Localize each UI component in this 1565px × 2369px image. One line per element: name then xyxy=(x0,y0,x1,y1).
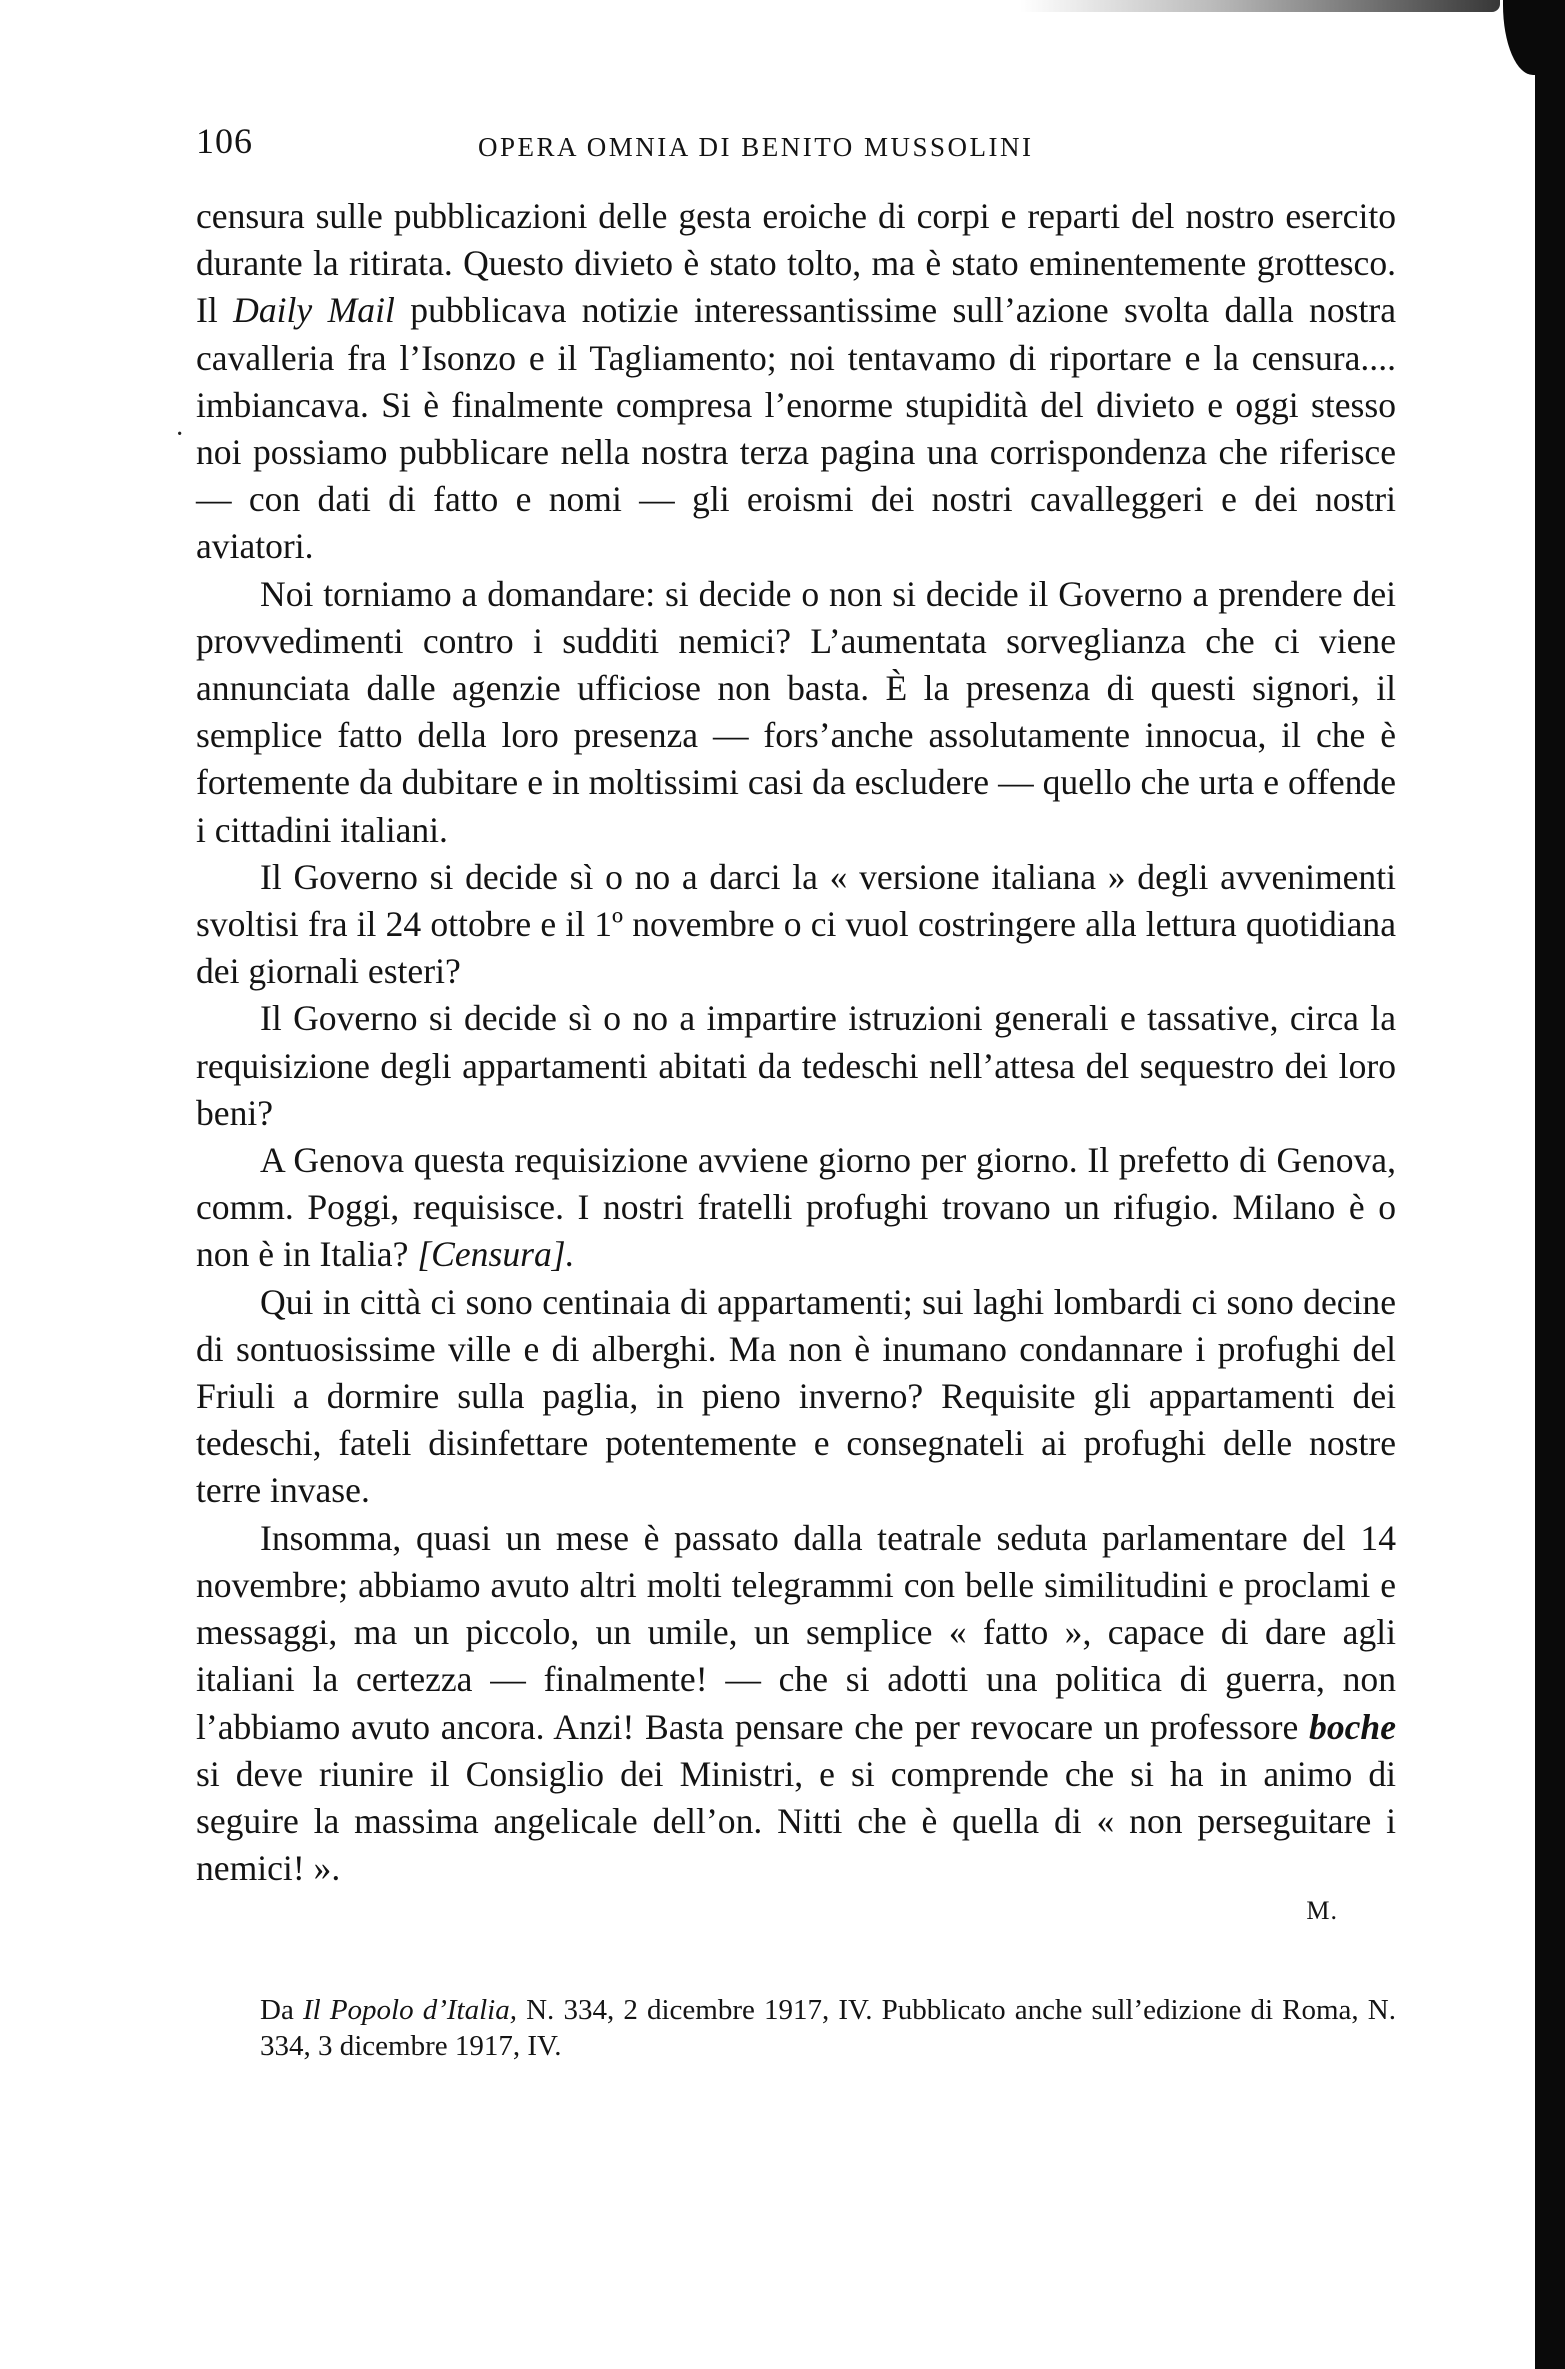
scan-dot: · xyxy=(175,419,185,450)
page xyxy=(175,120,1397,2064)
article-body xyxy=(175,193,1396,1942)
foreign-term: boche xyxy=(1309,1706,1396,1747)
paragraph-1: censura sulle pubblicazioni delle gesta eroiche di corpi e reparti del nostro esercito durante la ritirata. Questo divieto è stato tolto, ma è stato eminentemente grottesco. Il Daily Mail pubblicava notizie interessantissime sull’azione svolta dalla nostra cavalleria fra l’Isonzo e il Tagliamento; noi tentavamo di riportare e la censura.... imbiancava. Si è finalmente compresa l’enorme stupidità del divieto e oggi stesso noi possiamo pubblicare nella nostra terza pagina una corrispondenza che riferisce — con dati di fatto e nomi — gli eroismi dei nostri cavalleggeri e dei nostri aviatori. xyxy=(196,196,1396,567)
censorship-mark: [Censura]. xyxy=(417,1234,575,1275)
paragraph-2: Noi torniamo a domandare: si decide o non si decide il Governo a prendere dei provvedimenti contro i sudditi nemici? L’aumentata sorveglianza che ci viene annunciata dalle agenzie ufficiose non basta. È la presenza di questi signori, il semplice fatto della loro presenza — fors’anche assolutamente innocua, il che è fortemente da dubitare e in moltissimi casi da escludere — quello che urta e offende i cittadini italiani. xyxy=(196,573,1396,850)
source-details: N. 334, 2 dicembre 1917, IV. Pubblicato anche sull’edizione di Roma, N. 334, 3 dicembre 1917, IV. xyxy=(260,1994,1397,2063)
scan-smudge-top xyxy=(1020,0,1500,12)
running-title: OPERA OMNIA DI BENITO MUSSOLINI xyxy=(478,132,1034,162)
paragraph-5: A Genova questa requisizione avviene giorno per giorno. Il prefetto di Genova, comm. Poggi, requisisce. I nostri fratelli profughi trovano un rifugio. Milano è o non è in Italia? [Censura]. xyxy=(196,1140,1396,1275)
source-note xyxy=(196,1992,1396,2064)
paragraph-7: Insomma, quasi un mese è passato dalla teatrale seduta parlamentare del 14 novembre; abbiamo avuto altri molti telegrammi con belle similitudini e proclami e messaggi, ma un piccolo, un umile, un semplice « fatto », capace di dare agli italiani la certezza — finalmente! — che si adotti una politica di guerra, non l’abbiamo avuto ancora. Anzi! Basta pensare che per revocare un professore boche si deve riunire il Consiglio dei Ministri, e si comprende che si ha in animo di seguire la massima angelicale dell’on. Nitti che è quella di « non perseguitare i nemici! ». xyxy=(196,1517,1396,1889)
scan-edge-bar xyxy=(1535,0,1565,2369)
paragraph-3: Il Governo si decide sì o no a darci la « versione italiana » degli avvenimenti svoltisi fra il 24 ottobre e il 1º novembre o ci vuol costringere alla lettura quotidiana dei giornali esteri? xyxy=(196,856,1396,992)
newspaper-title: Daily Mail xyxy=(233,290,395,331)
author-signature: M. xyxy=(1306,1896,1338,1926)
page-number: 106 xyxy=(196,121,253,161)
source-title: Il Popolo d’Italia, xyxy=(302,1994,517,2027)
paragraph-4: Il Governo si decide sì o no a impartire istruzioni generali e tassative, circa la requisizione degli appartamenti abitati da tedeschi nell’attesa del sequestro dei loro beni? xyxy=(196,998,1396,1133)
source-prefix: Da xyxy=(260,1994,294,2027)
running-head xyxy=(196,120,1396,180)
paragraph-6: Qui in città ci sono centinaia di appartamenti; sui laghi lombardi ci sono decine di sontuosissime ville e di alberghi. Ma non è inumano condannare i profughi del Friuli a dormire sulla paglia, in pieno inverno? Requisite gli appartamenti dei tedeschi, fateli disinfettare potentemente e consegnateli ai profughi delle nostre terre invase. xyxy=(196,1281,1396,1511)
